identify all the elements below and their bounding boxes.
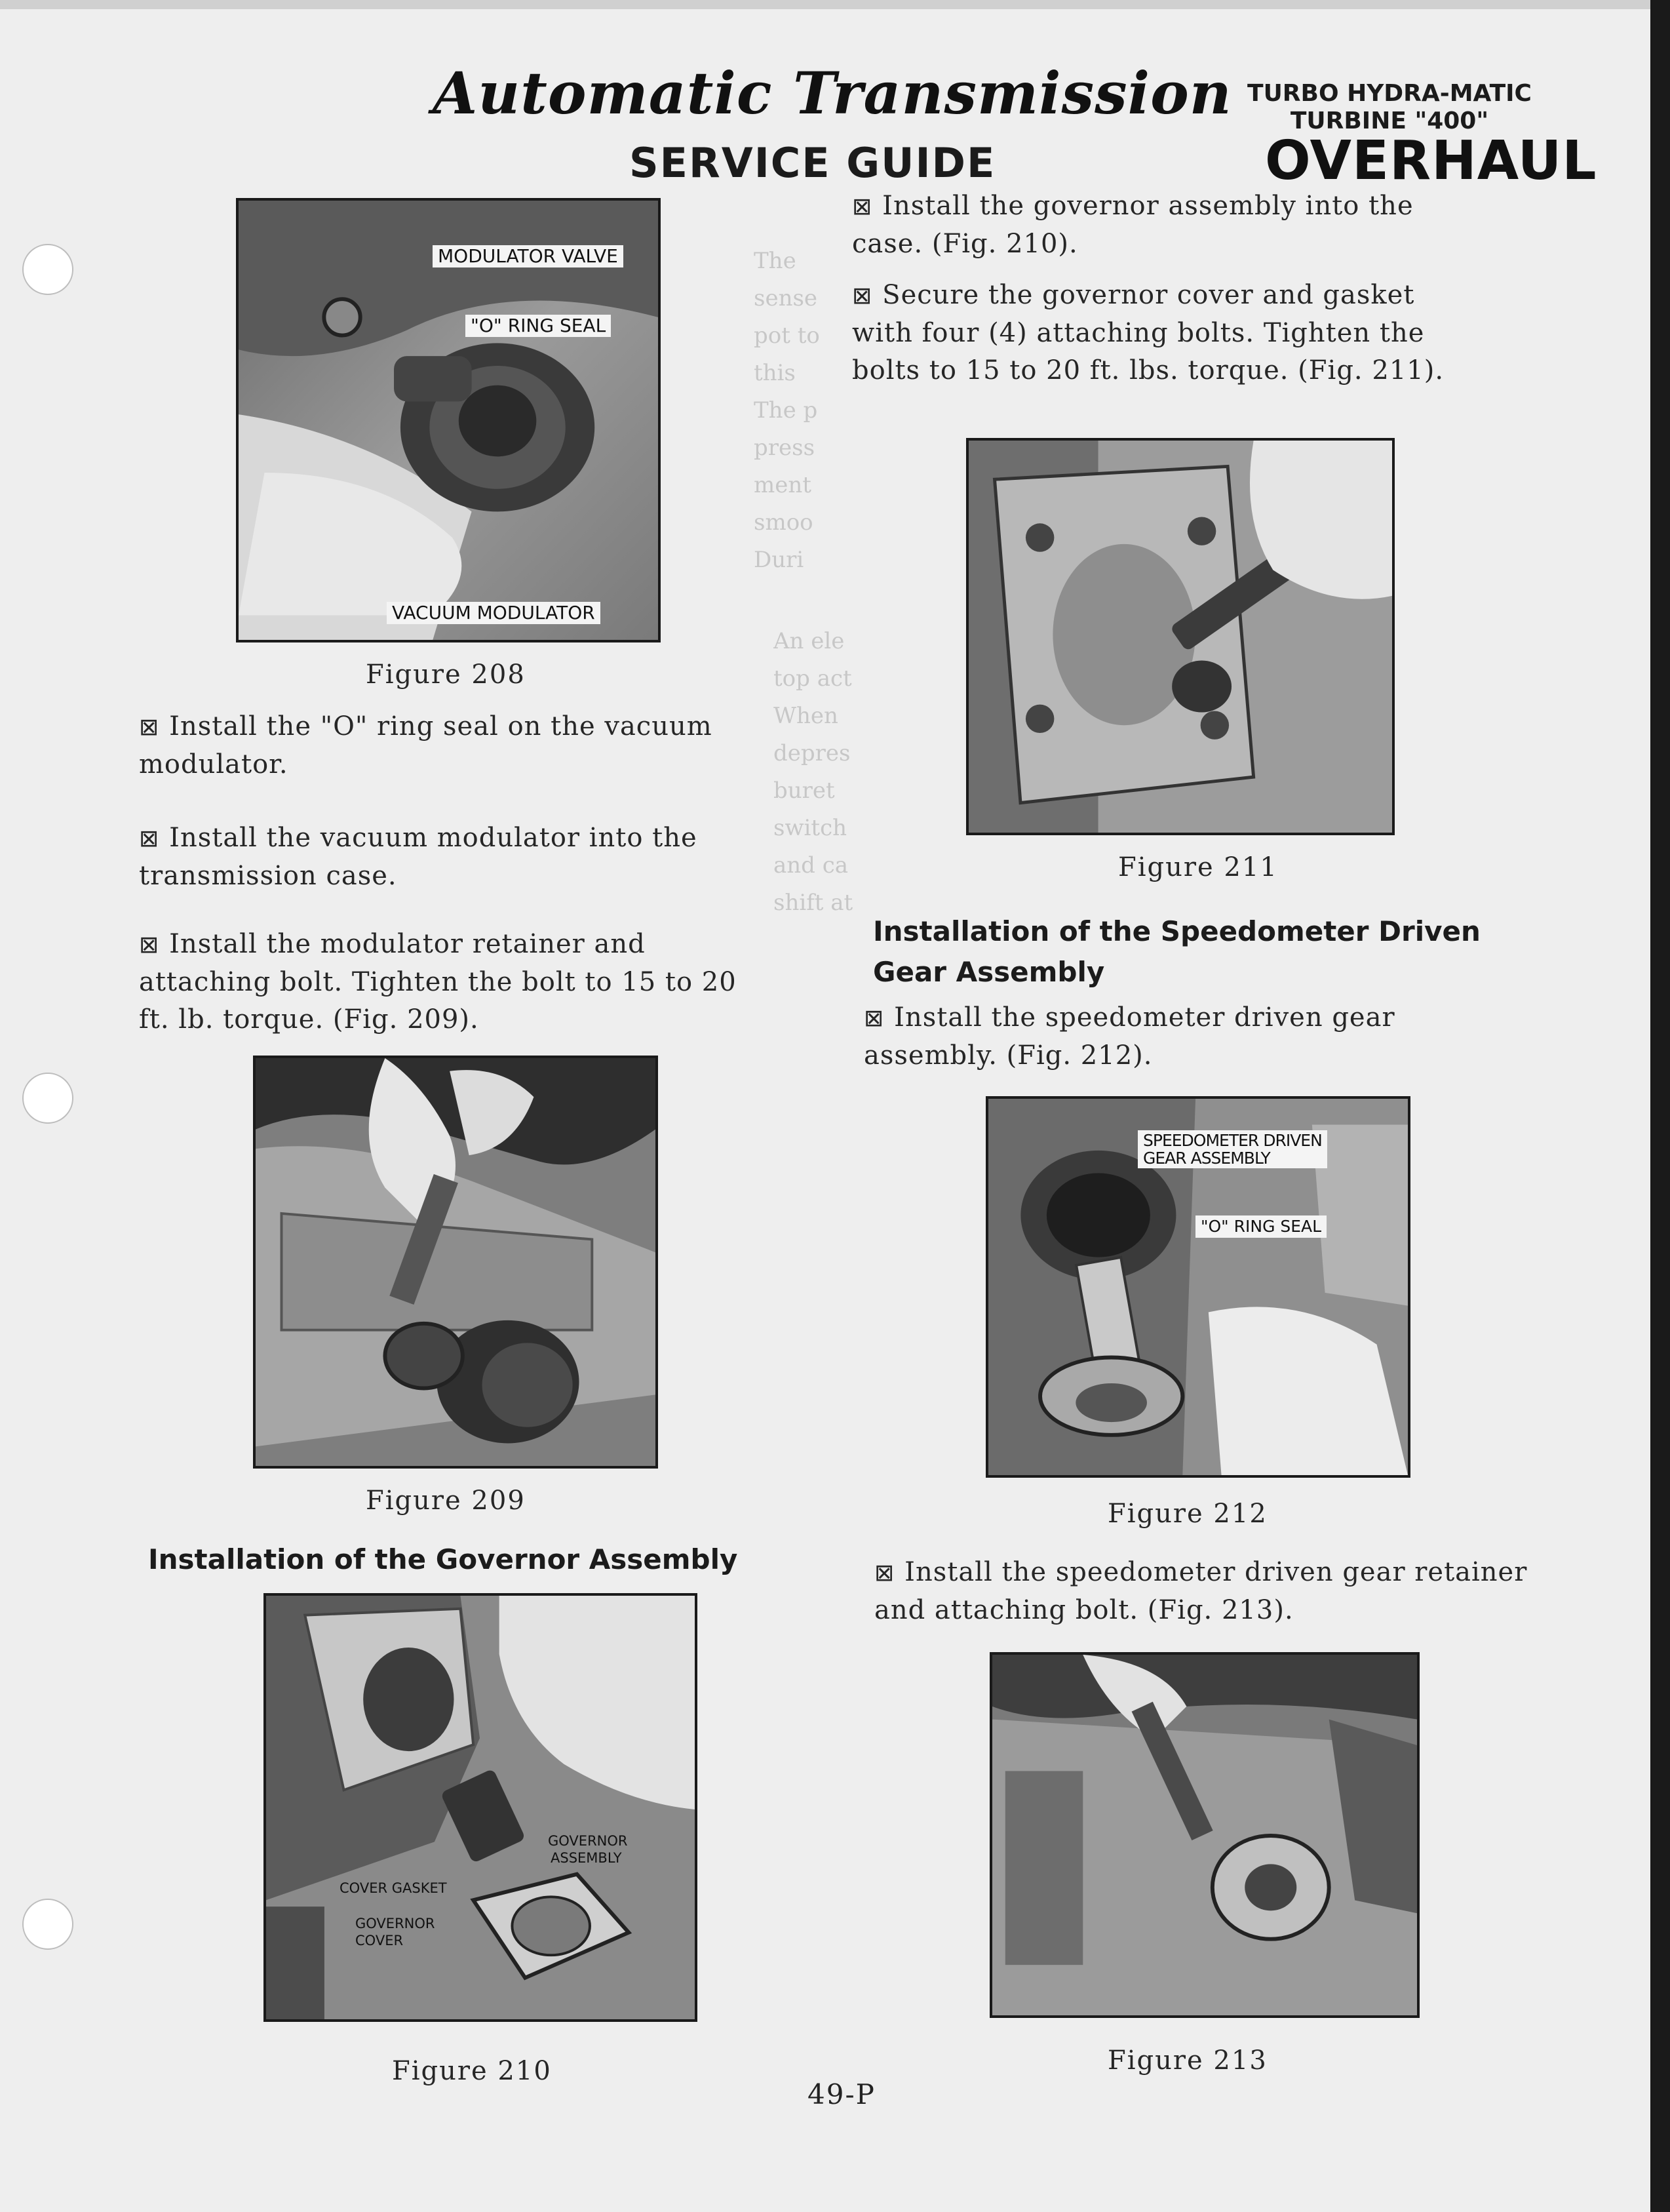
step-install-modulator-retainer: ⊠ Install the modulator retainer and attaching bolt. Tighten the bolt to 15 to 20 ft. lb. torque. (Fig. 209).	[139, 926, 755, 1038]
model-line-2: TURBINE "400"	[1290, 108, 1489, 134]
governor-cover-bolts-photo	[969, 441, 1392, 833]
figure-209-photo	[253, 1056, 658, 1469]
paper-right-edge	[1650, 0, 1670, 2212]
model-block	[1232, 80, 1547, 135]
service-guide-title: SERVICE GUIDE	[629, 139, 996, 187]
speedometer-o-ring-label: "O" RING SEAL	[1195, 1215, 1327, 1238]
figure-211-caption: Figure 211	[1118, 852, 1278, 882]
paper-top-edge	[0, 0, 1650, 9]
step-install-o-ring: ⊠ Install the "O" ring seal on the vacuum modulator.	[139, 708, 729, 783]
boxed-x-icon: ⊠	[852, 193, 872, 220]
page-title-script: Automatic Transmission	[433, 59, 1232, 127]
figure-213-photo	[990, 1652, 1420, 2018]
gear-retainer-photo	[992, 1655, 1417, 2015]
figure-208-caption: Figure 208	[366, 660, 526, 690]
figure-210-photo	[263, 1593, 697, 2022]
governor-assembly-photo	[266, 1596, 695, 2019]
binder-hole-middle	[22, 1073, 73, 1124]
step-secure-governor-cover: ⊠ Secure the governor cover and gasket with four (4) attaching bolts. Tighten the bolts to 15 to 20 ft. lbs. torque. (Fig. 211).	[852, 277, 1481, 389]
boxed-x-icon: ⊠	[139, 714, 159, 741]
figure-209-caption: Figure 209	[366, 1486, 526, 1516]
figure-212-caption: Figure 212	[1108, 1499, 1268, 1529]
speedometer-driven-gear-label: SPEEDOMETER DRIVEN GEAR ASSEMBLY	[1138, 1130, 1327, 1168]
boxed-x-icon: ⊠	[139, 825, 159, 852]
figure-210-caption: Figure 210	[392, 2056, 552, 2086]
vacuum-modulator-label: VACUUM MODULATOR	[387, 602, 600, 624]
binder-hole-top	[22, 244, 73, 295]
section-title: OVERHAUL	[1265, 130, 1597, 192]
figure-213-caption: Figure 213	[1108, 2045, 1268, 2076]
modulator-retainer-photo	[256, 1058, 655, 1466]
cover-gasket-label: COVER GASKET	[340, 1880, 447, 1896]
step-install-speedometer-gear: ⊠ Install the speedometer driven gear assembly. (Fig. 212).	[864, 999, 1493, 1075]
governor-heading: Installation of the Governor Assembly	[148, 1543, 738, 1575]
governor-cover-label-1: GOVERNOR	[355, 1916, 435, 1931]
boxed-x-icon: ⊠	[139, 932, 159, 958]
governor-cover-label-2: COVER	[355, 1933, 404, 1948]
modulator-valve-label: MODULATOR VALVE	[433, 245, 623, 267]
figure-211-photo	[966, 438, 1395, 835]
step-install-vacuum-modulator: ⊠ Install the vacuum modulator into the transmission case.	[139, 820, 729, 895]
boxed-x-icon: ⊠	[864, 1005, 884, 1032]
model-line-1: TURBO HYDRA-MATIC	[1247, 80, 1532, 107]
page-number: 49-P	[807, 2078, 876, 2110]
boxed-x-icon: ⊠	[852, 283, 872, 309]
bleed-through-text: The sense pot to this The p press ment smoo Duri	[754, 248, 820, 573]
governor-assembly-label-1: GOVERNOR	[548, 1833, 628, 1849]
binder-hole-bottom	[22, 1899, 73, 1950]
governor-assembly-label-2: ASSEMBLY	[551, 1850, 622, 1866]
step-install-gear-retainer: ⊠ Install the speedometer driven gear retainer and attaching bolt. (Fig. 213).	[874, 1554, 1536, 1629]
boxed-x-icon: ⊠	[874, 1560, 895, 1587]
o-ring-seal-label: "O" RING SEAL	[465, 315, 611, 337]
speedometer-heading: Installation of the Speedometer Driven Gear Assembly	[873, 915, 1481, 988]
bleed-through-text-2: An ele top act When depres buret switch and ca shift at	[773, 628, 853, 916]
step-install-governor: ⊠ Install the governor assembly into the case. (Fig. 210).	[852, 188, 1481, 263]
